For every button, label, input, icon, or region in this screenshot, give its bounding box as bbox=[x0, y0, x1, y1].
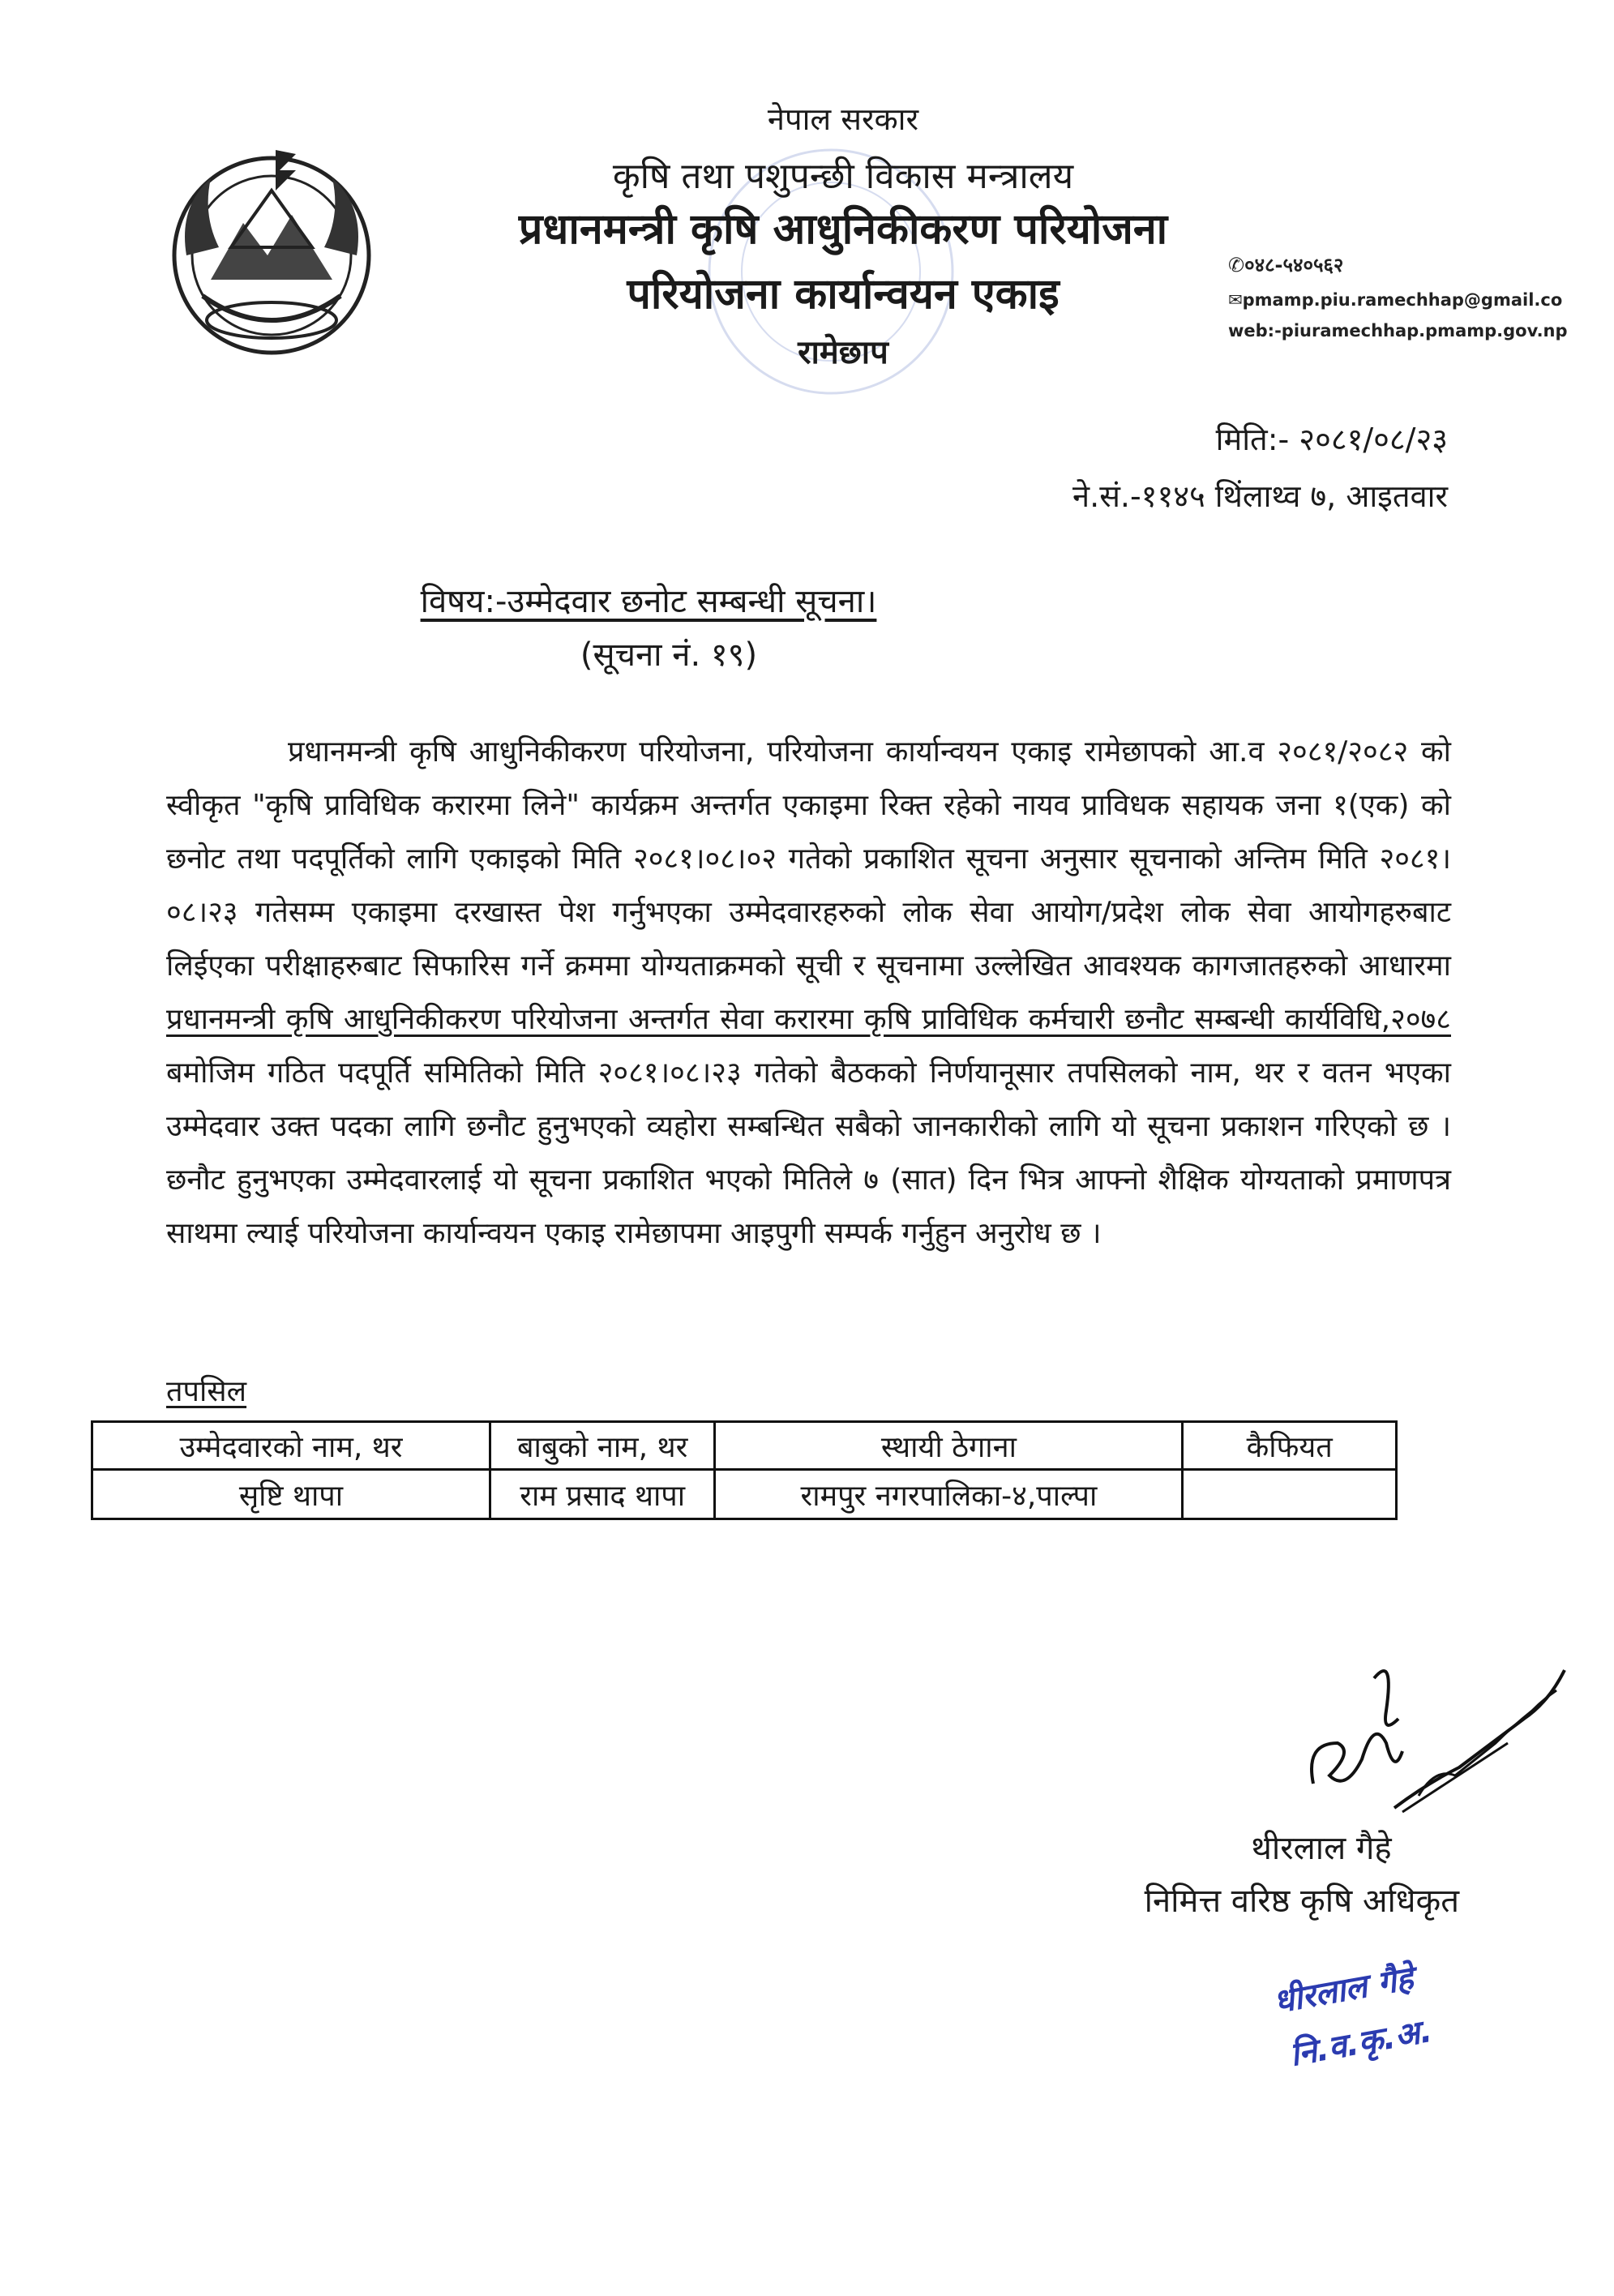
column-header-permanent-address: स्थायी ठेगाना bbox=[715, 1422, 1183, 1470]
column-header-candidate-name: उम्मेदवारको नाम, थर bbox=[92, 1422, 490, 1470]
contact-email: ✉pmamp.piu.ramechhap@gmail.co bbox=[1228, 290, 1563, 310]
header-project: प्रधानमन्त्री कृषि आधुनिकीकरण परियोजना bbox=[518, 205, 1168, 254]
notice-number: (सूचना नं. १९) bbox=[580, 636, 758, 674]
name-stamp bbox=[1257, 1958, 1500, 2080]
header-unit: परियोजना कार्यान्वयन एकाइ bbox=[627, 270, 1060, 319]
body-part-1: प्रधानमन्त्री कृषि आधुनिकीकरण परियोजना, परियोजना कार्यान्वयन एकाइ रामेछापको आ.व २०८१/२०८२ को स्वीकृत "कृषि प्राविधिक करारमा लिने" कार्यक्रम अन्तर्गत एकाइमा रिक्त रहेको नायव प्राविधक सहायक जना १(एक) को छनोट तथा पदपूर्तिको लागि एकाइको मिति २०८१।०८।०२ गतेको प्रकाशित सूचना अनुसार सूचनाको अन्तिम मिति २०८१।०८।२३ गतेसम्म एकाइमा दरखास्त पेश गर्नुभएका उम्मेदवारहरुको लोक सेवा आयोग/प्रदेश लोक सेवा आयोगहरुबाट लिईएका परीक्षाहरुबाट सिफारिस गर्ने क्रममा योग्यताक्रमको सूची र सूचनामा उल्लेखित आवश्यक कागजातहरुको आधारमा bbox=[166, 735, 1451, 983]
stamp-name: धीरलाल गैहे bbox=[1270, 1960, 1416, 2021]
column-header-father-name: बाबुको नाम, थर bbox=[490, 1422, 714, 1470]
signatory-title: निमित्त वरिष्ठ कृषि अधिकृत bbox=[1144, 1883, 1459, 1920]
table-header-row bbox=[92, 1422, 1397, 1470]
column-header-remarks: कैफियत bbox=[1183, 1422, 1397, 1470]
handwritten-signature bbox=[1297, 1621, 1573, 1824]
body-underlined-procedure: प्रधानमन्त्री कृषि आधुनिकीकरण परियोजना अन्तर्गत सेवा करारमा कृषि प्राविधिक कर्मचारी छनौट सम्बन्धी कार्यविधि,२०७८ bbox=[166, 1003, 1451, 1036]
header-place: रामेछाप bbox=[798, 334, 888, 371]
subject-text: विषय:-उम्मेदवार छनोट सम्बन्धी सूचना। bbox=[420, 583, 877, 620]
candidate-name-cell: सृष्टि थापा bbox=[92, 1470, 490, 1519]
body-part-2: बमोजिम गठित पदपूर्ति समितिको मिति २०८१।०८।२३ गतेको बैठकको निर्णयानूसार तपसिलको नाम, थर र वतन भएका उम्मेदवार उक्त पदका लागि छनौट हुनुभएको व्यहोरा सम्बन्धित सबैको जानकारीको लागि यो सूचना प्रकाशन गरिएको छ । छनौट हुनुभएका उम्मेदवारलाई यो सूचना प्रकाशित भएको मितिले ७ (सात) दिन भित्र आफ्नो शैक्षिक योग्यताको प्रमाणपत्र साथमा ल्याई परियोजना कार्यान्वयन एकाइ रामेछापमा आइपुगी सम्पर्क गर्नुहुन अनुरोध छ । bbox=[166, 1056, 1451, 1250]
address-cell: रामपुर नगरपालिका-४,पाल्पा bbox=[715, 1470, 1183, 1519]
signatory-name: थीरलाल गैहे bbox=[1251, 1830, 1392, 1867]
government-emblem bbox=[154, 134, 389, 369]
header-ministry: कृषि तथा पशुपन्छी विकास मन्त्रालय bbox=[612, 156, 1074, 197]
father-name-cell: राम प्रसाद थापा bbox=[490, 1470, 714, 1519]
nepal-sambat-date-line: ने.सं.-११४५ थिंलाथ्व ७, आइतवार bbox=[1072, 478, 1448, 514]
candidate-table bbox=[91, 1420, 1398, 1520]
date-line: मिति:- २०८१/०८/२३ bbox=[1215, 422, 1448, 457]
contact-website: web:-piuramechhap.pmamp.gov.np bbox=[1228, 321, 1568, 341]
stamp-title: नि.व.कृ.अ. bbox=[1286, 2011, 1435, 2074]
notice-body bbox=[166, 726, 1451, 1261]
subject-line bbox=[0, 577, 1297, 622]
header-government: नेपाल सरकार bbox=[767, 101, 919, 137]
contact-phone: ✆०४८-५४०५६२ bbox=[1228, 254, 1344, 276]
table-caption: तपसिल bbox=[166, 1375, 247, 1408]
table-row bbox=[92, 1470, 1397, 1519]
remarks-cell bbox=[1183, 1470, 1397, 1519]
